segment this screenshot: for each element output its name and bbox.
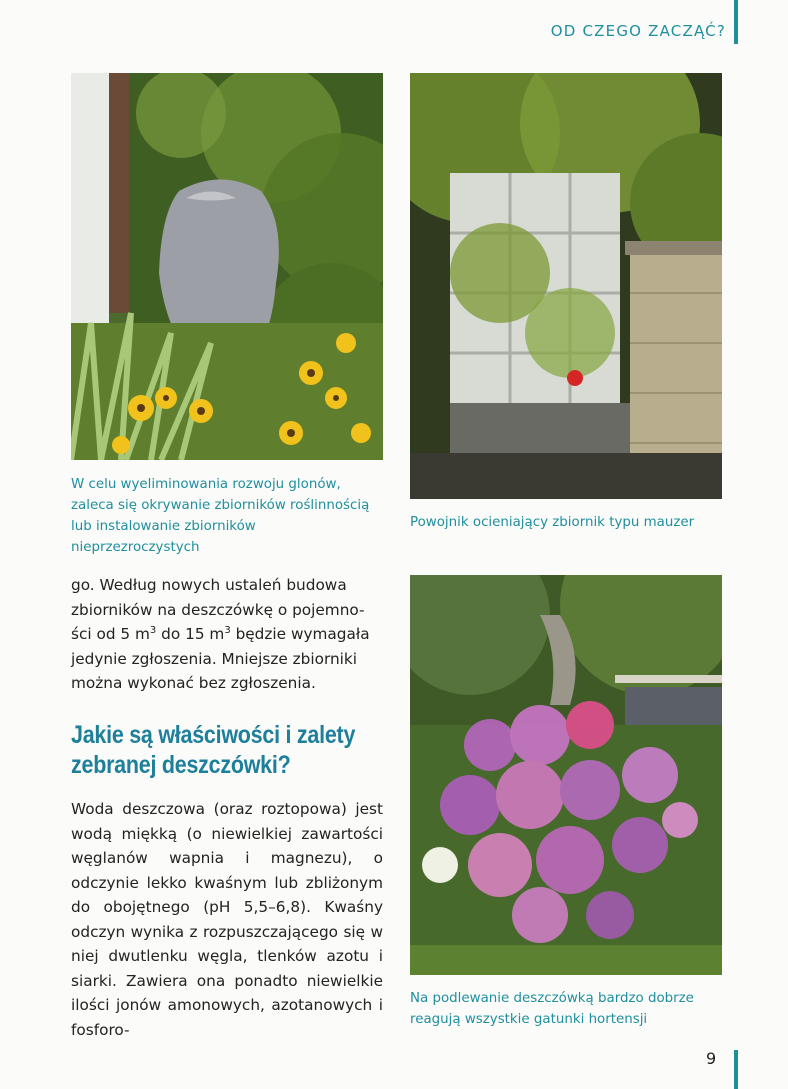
header-rule [734, 0, 738, 44]
mauzer-tank-caption: Powojnik ocieniający zbiornik typu mauzer [410, 515, 695, 530]
intro-line: zbiorników na deszczówkę o pojemno- [71, 600, 365, 619]
intro-line [71, 622, 383, 647]
mauzer-tank-photo [410, 73, 722, 499]
intro-line: jedynie zgłoszenia. Mniejsze zbiorniki [71, 649, 358, 668]
running-title: OD CZEGO ZACZĄĆ? [550, 22, 726, 40]
rain-barrel-caption: W celu wyeliminowania rozwoju glonów, zaleca się okrywanie zbiorników roślinnością lub instalowanie zbiorników nieprzezroczystych [71, 477, 370, 555]
rain-barrel-photo [71, 73, 383, 460]
intro-line-part: do 15 m [156, 625, 225, 643]
intro-line: go. Według nowych ustaleń budowa [71, 576, 347, 594]
superscript: 3 [149, 624, 157, 636]
hydrangea-caption: Na podlewanie deszczówką bardzo dobrze reagują wszystkie gatunki hortensji [410, 991, 694, 1027]
footer-rule [734, 1050, 738, 1089]
intro-line-part: ści od 5 m [71, 625, 150, 643]
section-title: Jakie są właściwości i zalety zebranej deszczówki? [71, 721, 356, 779]
superscript: 3 [224, 624, 231, 636]
intro-line-part: będzie wymagała [230, 625, 370, 643]
page-number: 9 [706, 1049, 717, 1068]
intro-line: można wykonać bez zgłoszenia. [71, 674, 316, 692]
section-body: Woda deszczowa (oraz roztopowa) jest wodą miękką (o niewielkiej zawartości węglanów wapnia i magnezu), o odczynie lekko kwaśnym lub zbliżonym do obojętnego (pH 5,5–6,8). Kwaśny odczyn wynika z rozpuszczającego się w niej dwutlenku węgla, tlenków azotu i siarki. Zawiera ona ponadto niewielkie ilości jonów amonowych, azotanowych i fosforo- [71, 800, 383, 1039]
hydrangea-photo [410, 575, 722, 975]
intro-paragraph [71, 573, 383, 696]
